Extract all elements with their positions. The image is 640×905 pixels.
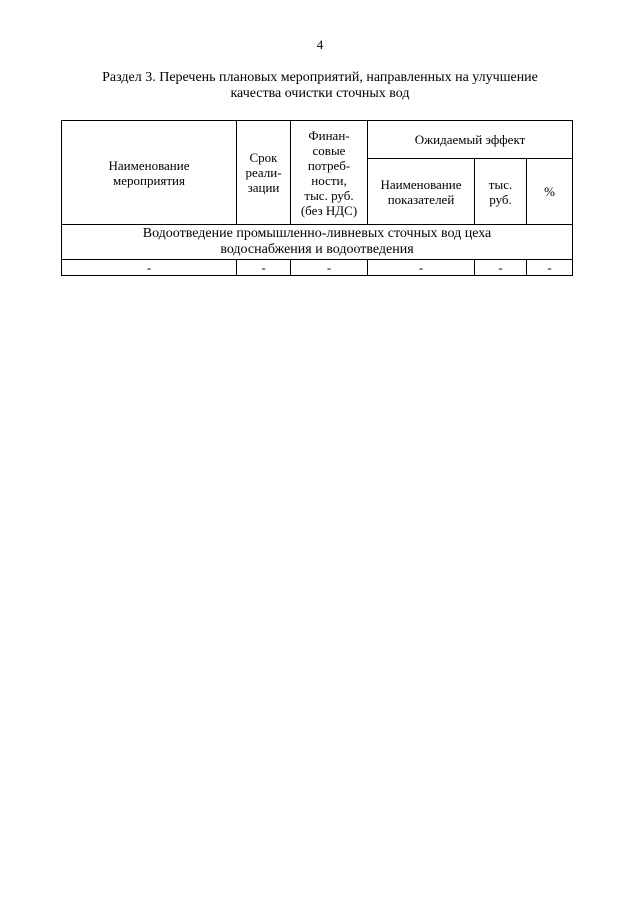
section-heading xyxy=(60,70,580,102)
table-cell: - xyxy=(527,260,573,276)
header-financial-needs: Финан- совые потреб- ности, тыс. руб. (без НДС) xyxy=(291,121,368,225)
section-heading-line-1: Раздел 3. Перечень плановых мероприятий, направленных на улучшение xyxy=(102,70,538,85)
table-cell: - xyxy=(368,260,475,276)
page-number: 4 xyxy=(316,37,324,52)
table-cell: - xyxy=(237,260,291,276)
header-expected-effect: Ожидаемый эффект xyxy=(368,121,573,159)
table-cell: - xyxy=(475,260,527,276)
table-cell: - xyxy=(291,260,368,276)
table-section-title: Водоотведение промышленно-ливневых сточных вод цеха водоснабжения и водоотведения xyxy=(62,225,573,260)
header-indicator-names: Наименование показателей xyxy=(368,159,475,225)
header-percent: % xyxy=(527,159,573,225)
table-cell: - xyxy=(62,260,237,276)
planned-measures-table xyxy=(61,120,573,276)
table-section-row xyxy=(62,225,573,260)
header-implementation-term: Срок реали- зации xyxy=(237,121,291,225)
header-row-1 xyxy=(62,121,573,159)
header-measure-name: Наименование мероприятия xyxy=(62,121,237,225)
table-row xyxy=(62,260,573,276)
header-thousand-rub: тыс. руб. xyxy=(475,159,527,225)
section-heading-line-2: качества очистки сточных вод xyxy=(230,86,410,101)
